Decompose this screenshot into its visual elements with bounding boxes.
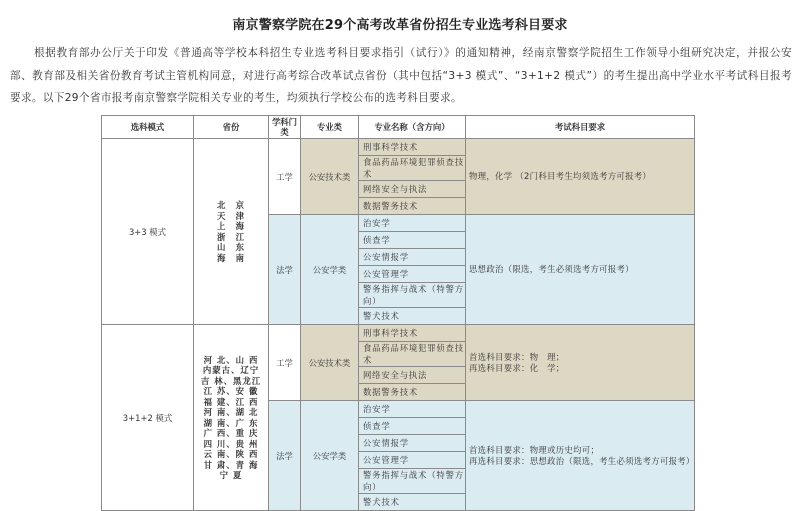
- requirement-cell: [466, 139, 695, 215]
- major-cell: 侦查学: [359, 232, 466, 249]
- province-line: 四 川、贵 州: [203, 438, 259, 449]
- major-cell: 公安情报学: [359, 249, 466, 266]
- major-cell: 警犬技术: [359, 308, 466, 325]
- page-title: 南京警察学院在29个高考改革省份招生专业选考科目要求: [232, 18, 568, 33]
- province-line: 广 西、重 庆: [203, 428, 259, 438]
- province-line: 浙 江: [216, 231, 246, 242]
- requirement-cell: [466, 215, 695, 325]
- major-cell: 公安情报学: [359, 435, 466, 452]
- subject-requirements-table: [101, 115, 695, 511]
- requirement-line: 思想政治（限选，考生必须选考方可报考）: [469, 264, 634, 274]
- province-line: 上 海: [216, 221, 246, 231]
- province-line: 海 南: [216, 252, 246, 263]
- major-cell: 警务指挥与战术（特警方向）: [359, 469, 466, 494]
- major-cell: 警犬技术: [359, 494, 466, 511]
- requirement-line: 再选科目要求：化 学；: [469, 362, 565, 373]
- requirement-line: 再选科目要求：思想政治（限选，考生必须选考方可报考）: [469, 455, 695, 466]
- header-category: 专业类: [301, 116, 359, 139]
- province-line: 宁 夏: [219, 470, 243, 480]
- discipline-cell: 法学: [269, 401, 301, 511]
- province-line: 吉 林、黑龙江: [200, 375, 262, 386]
- major-cell: 网络安全与执法: [359, 367, 466, 384]
- table-row: [102, 139, 695, 156]
- province-line: 甘 肃、青 海: [203, 459, 259, 470]
- province-line: 湖 南、广 东: [203, 417, 259, 428]
- requirement-cell: [466, 401, 695, 511]
- requirement-cell: [466, 325, 695, 401]
- category-cell: 公安技术类: [301, 139, 359, 215]
- province-line: 北 京: [216, 200, 246, 210]
- major-cell: 网络安全与执法: [359, 181, 466, 198]
- discipline-cell: 工学: [269, 325, 301, 401]
- province-line: 河 北、山 西: [203, 354, 259, 365]
- province-cell: [194, 139, 269, 325]
- requirement-line: 首选科目要求：物理或历史均可；: [469, 444, 600, 455]
- discipline-cell: 法学: [269, 215, 301, 325]
- table-row: [102, 325, 695, 342]
- major-cell: 食品药品环境犯罪侦查技术: [359, 156, 466, 181]
- major-cell: 刑事科学技术: [359, 139, 466, 156]
- major-cell: 侦查学: [359, 418, 466, 435]
- category-cell: 公安技术类: [301, 325, 359, 401]
- province-line: 天 津: [216, 210, 246, 221]
- header-province: 省份: [194, 116, 269, 139]
- province-line: 河 南、湖 北: [203, 407, 259, 417]
- major-cell: 食品药品环境犯罪侦查技术: [359, 342, 466, 367]
- major-cell: 数据警务技术: [359, 198, 466, 215]
- header-discipline: 学科门类: [269, 116, 301, 139]
- mode-cell: 3+1+2 模式: [102, 325, 194, 511]
- major-cell: 警务指挥与战术（特警方向）: [359, 283, 466, 308]
- table-header-row: [102, 116, 695, 139]
- province-cell: [194, 325, 269, 511]
- category-cell: 公安学类: [301, 401, 359, 511]
- header-major: 专业名称（含方向）: [359, 116, 466, 139]
- header-requirement: 考试科目要求: [466, 116, 695, 139]
- major-cell: 刑事科学技术: [359, 325, 466, 342]
- major-cell: 治安学: [359, 215, 466, 232]
- discipline-cell: 工学: [269, 139, 301, 215]
- header-mode: 选科模式: [102, 116, 194, 139]
- province-line: 内蒙古、辽宁: [202, 365, 260, 375]
- major-cell: 数据警务技术: [359, 384, 466, 401]
- requirement-line: 物理，化学 （2门科目考生均须选考方可报考）: [469, 171, 652, 181]
- major-cell: 治安学: [359, 401, 466, 418]
- requirement-line: 首选科目要求：物 理；: [469, 351, 565, 362]
- province-line: 山 东: [216, 242, 246, 252]
- major-cell: 公安管理学: [359, 266, 466, 283]
- major-cell: 公安管理学: [359, 452, 466, 469]
- province-line: 江 苏、安 徽: [203, 386, 259, 396]
- mode-cell: 3+3 模式: [102, 139, 194, 325]
- category-cell: 公安学类: [301, 215, 359, 325]
- province-line: 云 南、陕 西: [203, 449, 259, 459]
- province-line: 福 建、江 西: [203, 396, 259, 407]
- intro-paragraph: 根据教育部办公厅关于印发《普通高等学校本科招生专业选考科目要求指引（试行）》的通知精神，经南京警察学院招生工作领导小组研究决定，并报公安部、教育部及相关省份教育考试主管机构同意，对进行高考综合改革试点省份（其中包括“3+3 模式”、“3+1+2 模式”）的考生提出高中学业水平考试科目报考要求。以下29个省市报考南京警察学院相关专业的考生，均须执行学校公布的选考科目要求。: [10, 47, 792, 104]
